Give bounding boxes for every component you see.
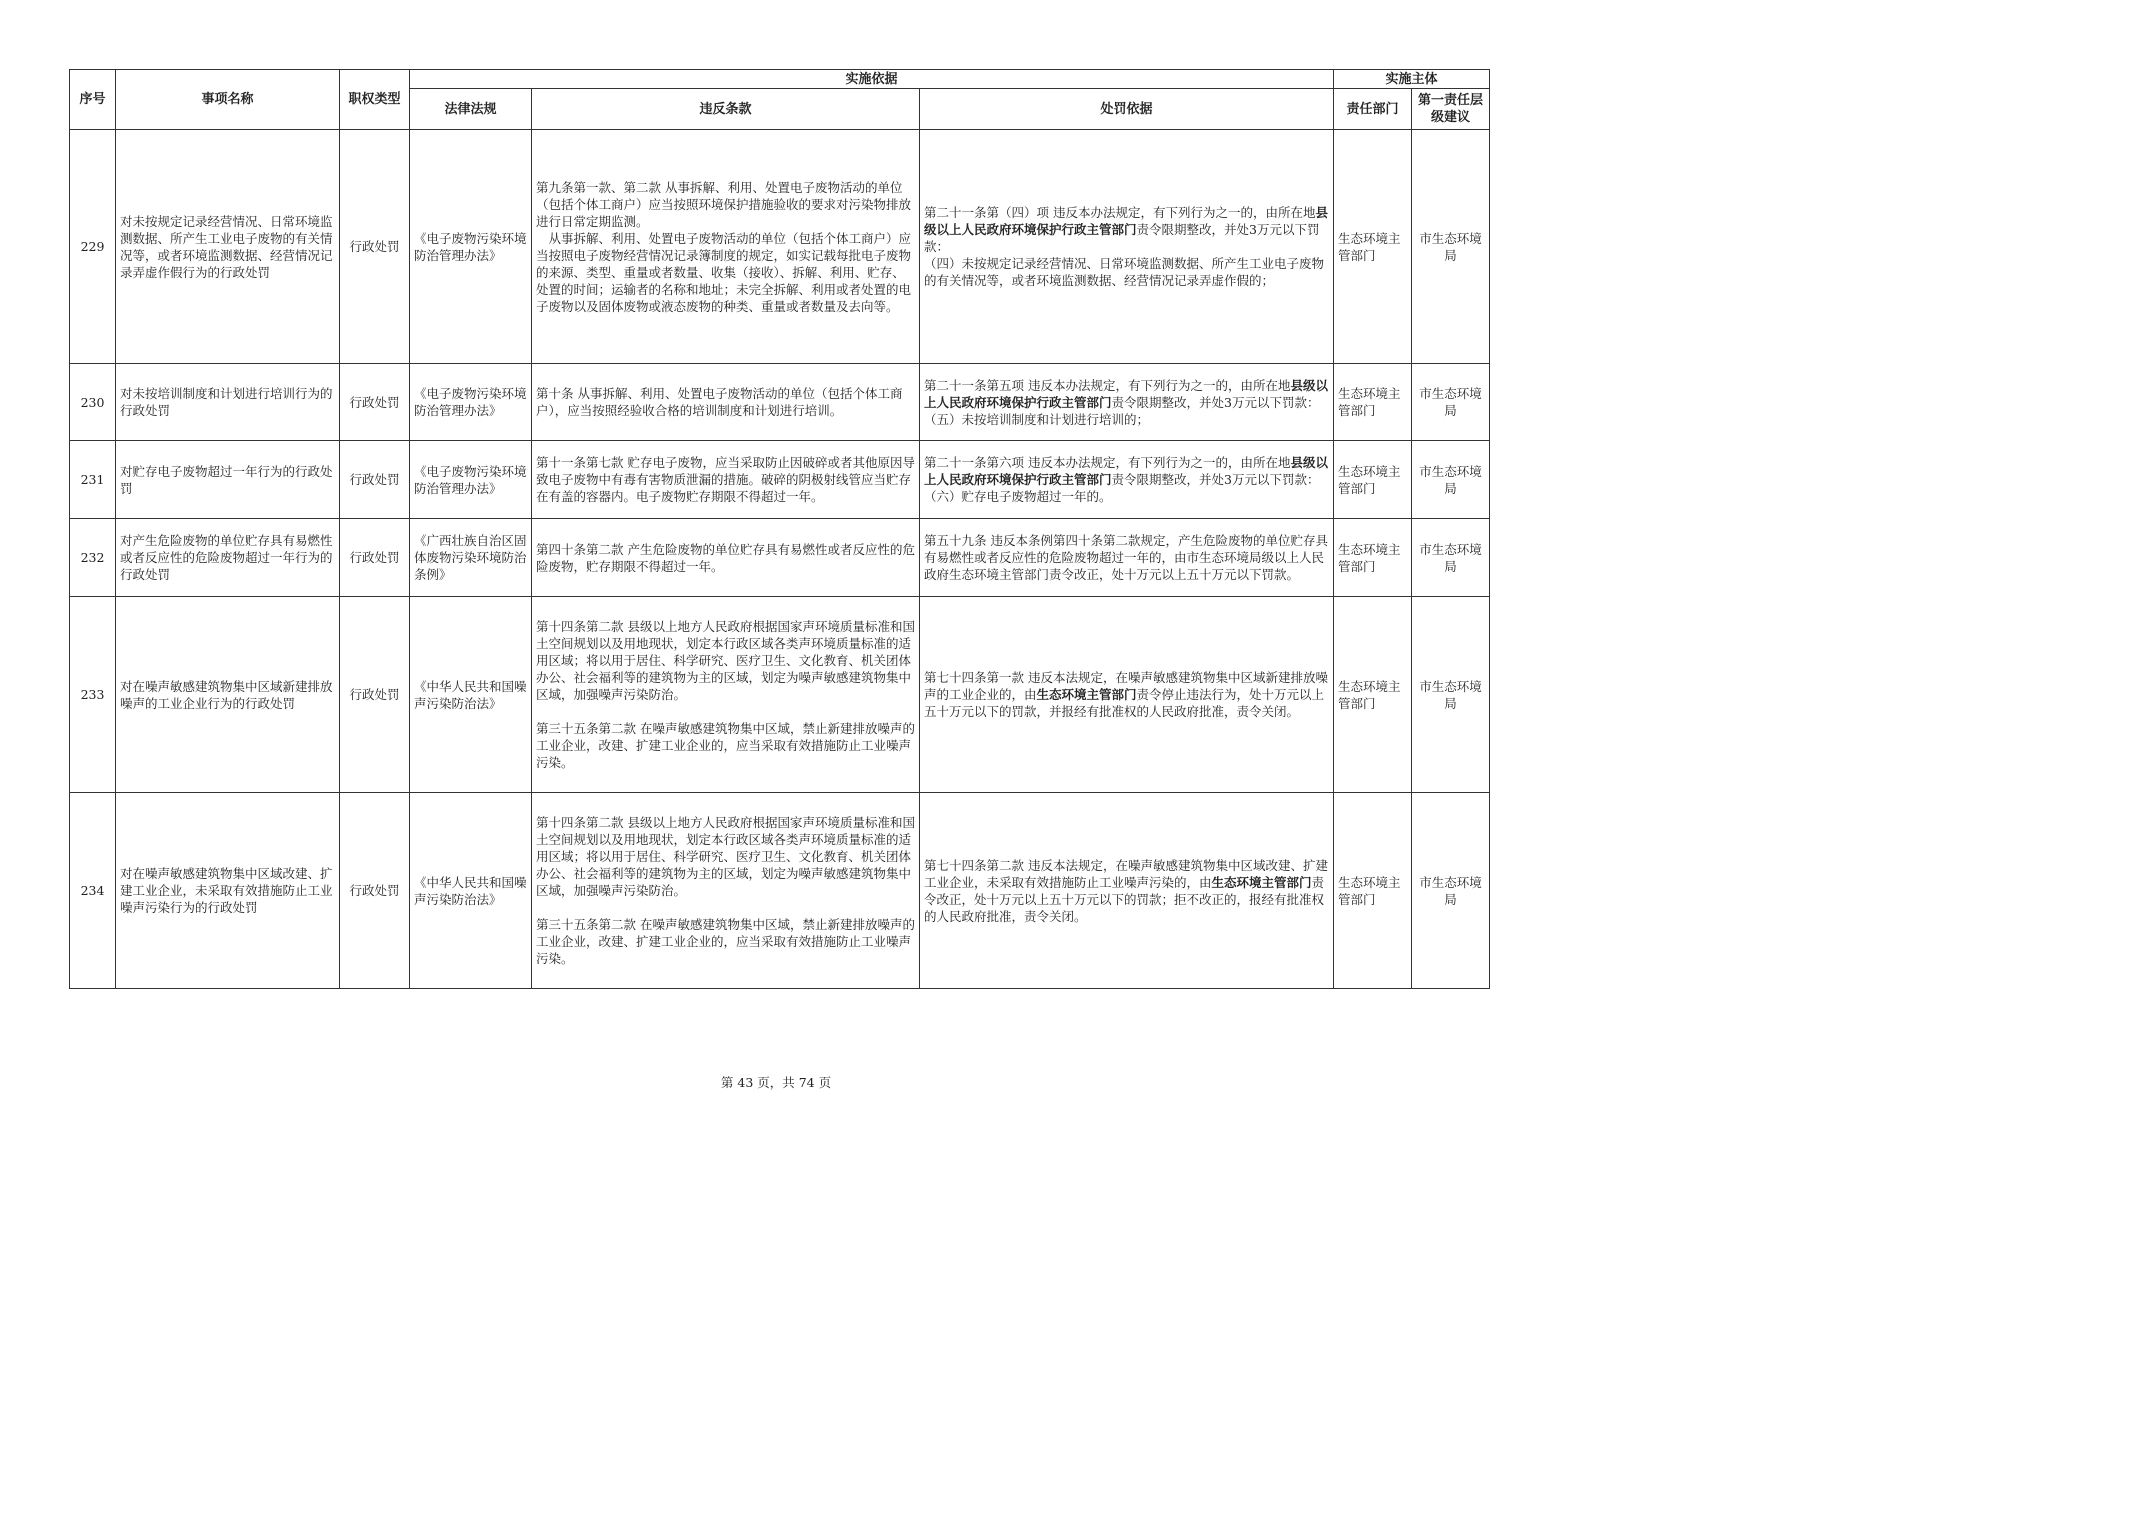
penalty-text: 第二十一条第五项 违反本办法规定，有下列行为之一的，由所在地	[924, 377, 1291, 393]
penalty-basis	[920, 441, 1334, 519]
table-row	[70, 597, 1490, 793]
header-penalty: 处罚依据	[920, 89, 1334, 130]
violation-paragraph: 第十四条第二款 县级以上地方人民政府根据国家声环境质量标准和国土空间规划以及用地现状，划定本行政区域各类声环境质量标准的适用区域；将以用于居住、科学研究、医疗卫生、文化教育、机关团体办公、社会福利等的建筑物为主的区域，划定为噪声敏感建筑物集中区域，加强噪声污染防治。	[536, 815, 915, 898]
penalty-authority: 县级以上人民政府环境保护行政主管部门	[924, 455, 1328, 487]
header-law: 法律法规	[410, 89, 532, 130]
responsibility-level: 市生态环境局	[1412, 793, 1490, 989]
power-type: 行政处罚	[340, 519, 410, 597]
violation-paragraph: 从事拆解、利用、处置电子废物活动的单位（包括个体工商户）应当按照电子废物经营情况记录簿制度的规定，如实记载每批电子废物的来源、类型、重量或者数量、收集（接收）、拆解、利用、贮存、处置的时间；运输者的名称和地址；未完全拆解、利用或者处置的电子废物以及固体废物或液态废物的种类、重量或者数量及去向等。	[536, 230, 912, 314]
header-basis-group: 实施依据	[410, 70, 1334, 89]
violation-paragraph: 第四十条第二款 产生危险废物的单位贮存具有易燃性或者反应性的危险废物，贮存期限不得超过一年。	[536, 541, 915, 574]
penalty-basis	[920, 130, 1334, 364]
penalty-text: 第二十一条第（四）项 违反本办法规定，有下列行为之一的，由所在地	[924, 205, 1316, 220]
violation-clause	[532, 793, 920, 989]
power-type: 行政处罚	[340, 441, 410, 519]
responsibility-level: 市生态环境局	[1412, 519, 1490, 597]
row-number: 233	[70, 597, 116, 793]
responsible-dept: 生态环境主管部门	[1334, 597, 1412, 793]
responsibility-level: 市生态环境局	[1412, 597, 1490, 793]
header-subject-group: 实施主体	[1334, 70, 1490, 89]
responsible-dept: 生态环境主管部门	[1334, 441, 1412, 519]
law-name: 《中华人民共和国噪声污染防治法》	[410, 597, 532, 793]
page-number: 第 43 页，共 74 页	[720, 1075, 832, 1090]
penalty-text: 责令改正，处十万元以上五十万元以下的罚款；拒不改正的，报经有批准权的人民政府批准，责令关闭。	[924, 874, 1325, 924]
item-name: 对在噪声敏感建筑物集中区域改建、扩建工业企业，未采取有效措施防止工业噪声污染行为的行政处罚	[116, 793, 340, 989]
penalty-authority: 县级以上人民政府环境保护行政主管部门	[924, 205, 1328, 237]
responsibility-level: 市生态环境局	[1412, 130, 1490, 364]
table-row	[70, 130, 1490, 364]
penalty-text: 责令停止违法行为，处十万元以上五十万元以下的罚款，并报经有批准权的人民政府批准，责令关闭。	[924, 687, 1325, 719]
power-type: 行政处罚	[340, 364, 410, 441]
header-item-name: 事项名称	[116, 70, 340, 130]
row-number: 234	[70, 793, 116, 989]
penalty-authority: 生态环境主管部门	[1211, 874, 1312, 890]
violation-paragraph: 第三十五条第二款 在噪声敏感建筑物集中区域，禁止新建排放噪声的工业企业，改建、扩建工业企业的，应当采取有效措施防止工业噪声污染。	[536, 917, 915, 966]
item-name: 对未按规定记录经营情况、日常环境监测数据、所产生工业电子废物的有关情况等，或者环境监测数据、经营情况记录弄虚作假行为的行政处罚	[116, 130, 340, 364]
penalty-basis	[920, 519, 1334, 597]
penalty-item: （六）贮存电子废物超过一年的。	[924, 489, 1112, 504]
row-number: 232	[70, 519, 116, 597]
penalty-basis	[920, 364, 1334, 441]
power-type: 行政处罚	[340, 130, 410, 364]
item-name: 对贮存电子废物超过一年行为的行政处罚	[116, 441, 340, 519]
power-type: 行政处罚	[340, 597, 410, 793]
item-name: 对在噪声敏感建筑物集中区域新建排放噪声的工业企业行为的行政处罚	[116, 597, 340, 793]
header-power-type: 职权类型	[340, 70, 410, 130]
violation-clause	[532, 364, 920, 441]
responsible-dept: 生态环境主管部门	[1334, 364, 1412, 441]
table-row	[70, 364, 1490, 441]
law-name: 《电子废物污染环境防治管理办法》	[410, 130, 532, 364]
violation-paragraph: 第十四条第二款 县级以上地方人民政府根据国家声环境质量标准和国土空间规划以及用地现状，划定本行政区域各类声环境质量标准的适用区域；将以用于居住、科学研究、医疗卫生、文化教育、机关团体办公、社会福利等的建筑物为主的区域，划定为噪声敏感建筑物集中区域，加强噪声污染防治。	[536, 619, 915, 702]
penalty-item: （四）未按规定记录经营情况、日常环境监测数据、所产生工业电子废物的有关情况等，或者环境监测数据、经营情况记录弄虚作假的；	[924, 256, 1325, 288]
penalty-text: 责令限期整改，并处3万元以下罚款：	[1111, 394, 1320, 410]
penalty-text: 第二十一条第六项 违反本办法规定，有下列行为之一的，由所在地	[924, 455, 1291, 470]
item-name: 对产生危险废物的单位贮存具有易燃性或者反应性的危险废物超过一年行为的行政处罚	[116, 519, 340, 597]
table-row	[70, 441, 1490, 519]
row-number: 231	[70, 441, 116, 519]
power-type: 行政处罚	[340, 793, 410, 989]
violation-clause	[532, 519, 920, 597]
law-name: 《中华人民共和国噪声污染防治法》	[410, 793, 532, 989]
table-row	[70, 793, 1490, 989]
violation-clause	[532, 441, 920, 519]
law-name: 《电子废物污染环境防治管理办法》	[410, 364, 532, 441]
law-name: 《广西壮族自治区固体废物污染环境防治条例》	[410, 519, 532, 597]
row-number: 229	[70, 130, 116, 364]
violation-paragraph: 第三十五条第二款 在噪声敏感建筑物集中区域，禁止新建排放噪声的工业企业，改建、扩建工业企业的，应当采取有效措施防止工业噪声污染。	[536, 721, 915, 770]
responsibility-level: 市生态环境局	[1412, 441, 1490, 519]
responsible-dept: 生态环境主管部门	[1334, 793, 1412, 989]
table-row	[70, 519, 1490, 597]
row-number: 230	[70, 364, 116, 441]
responsible-dept: 生态环境主管部门	[1334, 130, 1412, 364]
penalty-text: 第五十九条 违反本条例第四十条第二款规定，产生危险废物的单位贮存具有易燃性或者反应性的危险废物超过一年的，由市生态环境局级以上人民政府生态环境主管部门责令改正，处十万元以上五十万元以下罚款。	[924, 533, 1328, 582]
responsible-dept: 生态环境主管部门	[1334, 519, 1412, 597]
violation-clause	[532, 597, 920, 793]
penalty-text: 责令限期整改，并处3万元以下罚款：	[1111, 472, 1320, 487]
penalty-text: 第七十四条第一款 违反本法规定，在噪声敏感建筑物集中区域新建排放噪声的工业企业的，由	[924, 670, 1328, 702]
penalty-item: （五）未按培训制度和计划进行培训的；	[924, 411, 1150, 427]
penalty-basis	[920, 597, 1334, 793]
law-name: 《电子废物污染环境防治管理办法》	[410, 441, 532, 519]
header-seq: 序号	[70, 70, 116, 130]
enforcement-table	[69, 69, 1490, 989]
penalty-authority: 县级以上人民政府环境保护行政主管部门	[924, 377, 1328, 410]
violation-paragraph: 第十条 从事拆解、利用、处置电子废物活动的单位（包括个体工商户），应当按照经验收合格的培训制度和计划进行培训。	[536, 386, 903, 418]
header-level: 第一责任层级建议	[1412, 89, 1490, 130]
item-name: 对未按培训制度和计划进行培训行为的行政处罚	[116, 364, 340, 441]
penalty-text: 第七十四条第二款 违反本法规定，在噪声敏感建筑物集中区域改建、扩建工业企业，未采取有效措施防止工业噪声污染的，由	[924, 857, 1328, 890]
penalty-authority: 生态环境主管部门	[1036, 687, 1137, 702]
penalty-basis	[920, 793, 1334, 989]
violation-paragraph: 第九条第一款、第二款 从事拆解、利用、处置电子废物活动的单位（包括个体工商户）应当按照环境保护措施验收的要求对污染物排放进行日常定期监测。	[536, 179, 912, 229]
header-dept: 责任部门	[1334, 89, 1412, 130]
violation-clause	[532, 130, 920, 364]
header-violation: 违反条款	[532, 89, 920, 130]
violation-paragraph: 第十一条第七款 贮存电子废物，应当采取防止因破碎或者其他原因导致电子废物中有毒有害物质泄漏的措施。破碎的阴极射线管应当贮存在有盖的容器内。电子废物贮存期限不得超过一年。	[536, 455, 915, 504]
responsibility-level: 市生态环境局	[1412, 364, 1490, 441]
penalty-text: 责令限期整改，并处3万元以下罚款：	[924, 222, 1320, 254]
